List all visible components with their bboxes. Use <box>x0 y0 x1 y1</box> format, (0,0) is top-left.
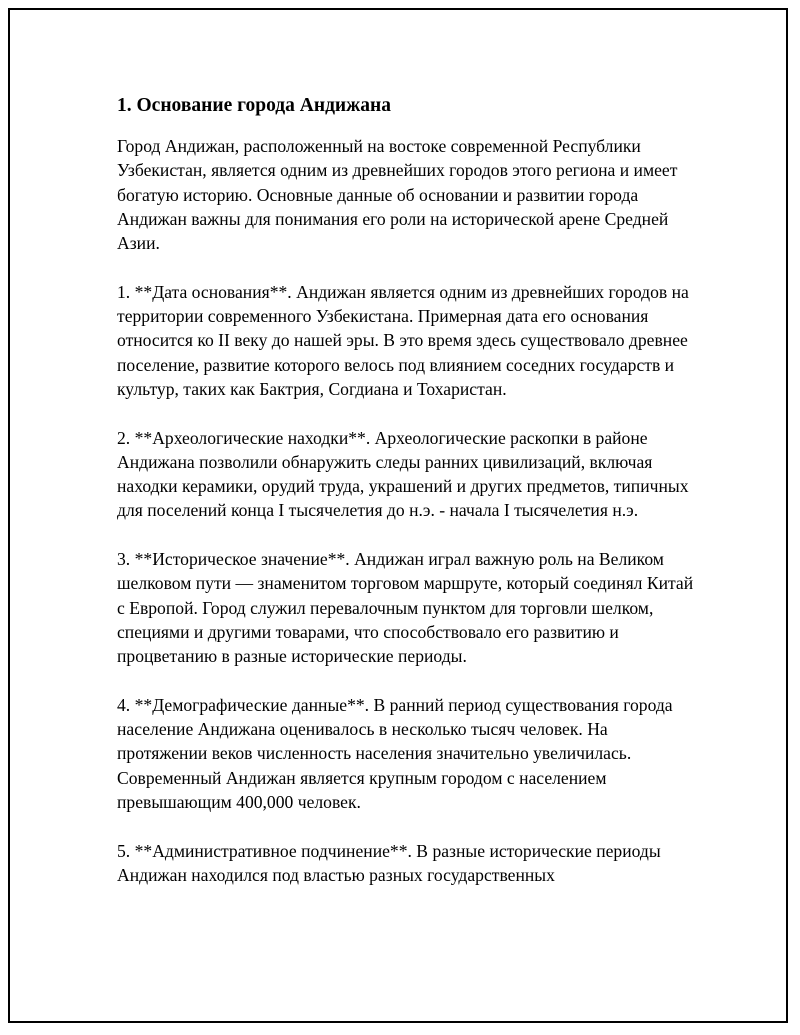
section-heading: 1. Основание города Андижана <box>117 95 392 116</box>
paragraph-administrative: 5. **Административное подчинение**. В разные исторические периоды Андижан находился под властью разных государственных <box>117 840 661 885</box>
paragraph-founding-date: 1. **Дата основания**. Андижан является одним из древнейших городов на территории современного Узбекистана. Примерная дата его основания относится ко II веку до нашей эры. В это время здесь существовало древнее поселение, развитие которого велось под влиянием соседних государств и культур, таких как Бактрия, Согдиана и Тохаристан. <box>117 281 689 399</box>
paragraph-archaeological-finds: 2. **Археологические находки**. Археологические раскопки в районе Андижана позволили обнаружить следы ранних цивилизаций, включая находки керамики, орудий труда, украшений и других предметов, типичных для поселений конца I тысячелетия до н.э. - начала I тысячелетия н.э. <box>117 427 689 521</box>
paragraph-historical-significance: 3. **Историческое значение**. Андижан играл важную роль на Великом шелковом пути — знаменитом торговом маршруте, который соединял Китай с Европой. Город служил перевалочным пунктом для торговли шелком, специями и другими товарами, что способствовало его развитию и процветанию в разные исторические периоды. <box>117 549 694 667</box>
paragraph-demographics: 4. **Демографические данные**. В ранний период существования города население Андижана оценивалось в несколько тысяч человек. На протяжении веков численность населения значительно увеличилась. Современный Андижан является крупным городом с населением превышающим 400,000 человек. <box>117 694 673 813</box>
intro-paragraph: Город Андижан, расположенный на востоке современной Республики Узбекистан, является одним из древнейших городов этого региона и имеет богатую историю. Основные данные об основании и развитии города Андижан важны для понимания его роли на исторической арене Средней Азии. <box>117 136 678 254</box>
document-body <box>117 93 697 912</box>
